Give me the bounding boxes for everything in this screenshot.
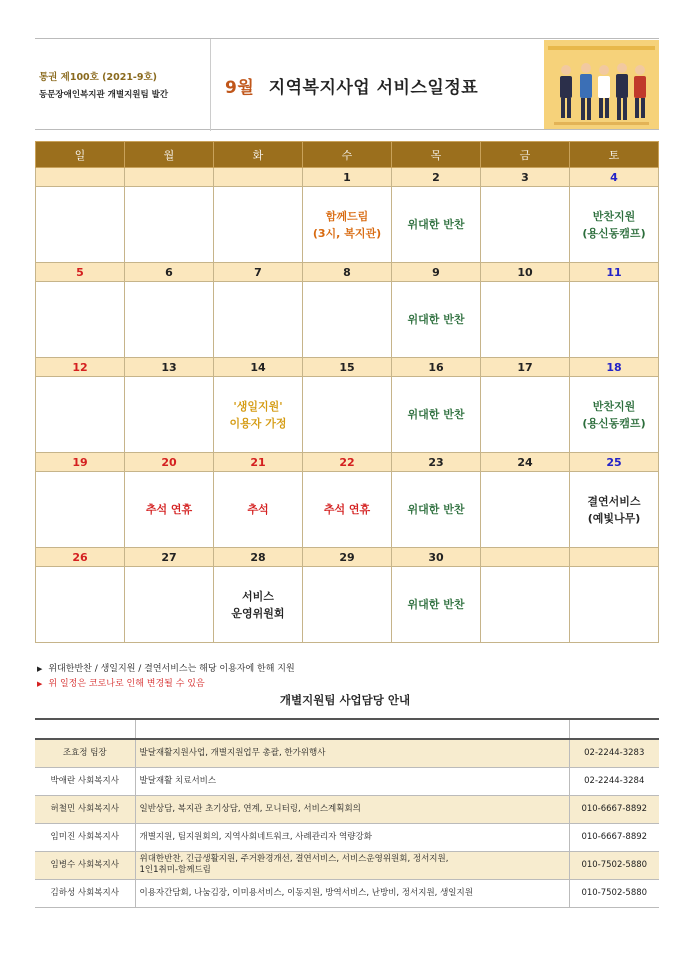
staff-duty: 일반상담, 복지관 초기상담, 연계, 모니터링, 서비스계획회의 xyxy=(135,795,569,823)
event-cell xyxy=(570,282,659,358)
event-cell: 반찬지원 (용신동캠프) xyxy=(570,187,659,263)
event-row xyxy=(36,472,659,548)
event-cell: 위대한 반찬 xyxy=(392,377,481,453)
weekday-fri: 금 xyxy=(481,142,570,168)
staff-row xyxy=(35,879,659,907)
event-cell xyxy=(481,282,570,358)
date-cell: 23 xyxy=(392,453,481,472)
date-cell: 11 xyxy=(570,263,659,282)
staff-table-header xyxy=(35,719,659,739)
staff-phone: 010-7502-5880 xyxy=(569,851,659,879)
event-cell xyxy=(303,567,392,643)
event-cell: 위대한 반찬 xyxy=(392,187,481,263)
staff-row xyxy=(35,851,659,879)
staff-name: 허철민 사회복지사 xyxy=(35,795,135,823)
date-cell: 20 xyxy=(125,453,214,472)
event-cell xyxy=(125,377,214,453)
page-title xyxy=(225,73,478,98)
staff-row xyxy=(35,767,659,795)
staff-name: 박애란 사회복지사 xyxy=(35,767,135,795)
date-cell: 4 xyxy=(570,168,659,187)
staff-phone: 010-7502-5880 xyxy=(569,879,659,907)
event-cell xyxy=(125,282,214,358)
staff-duty: 개별지원, 팀지원회의, 지역사회네트워크, 사례관리자 역량강화 xyxy=(135,823,569,851)
staff-phone: 02-2244-3284 xyxy=(569,767,659,795)
date-row xyxy=(36,453,659,472)
date-cell xyxy=(36,168,125,187)
date-cell: 18 xyxy=(570,358,659,377)
date-row xyxy=(36,548,659,567)
date-cell: 5 xyxy=(36,263,125,282)
weekday-sat: 토 xyxy=(570,142,659,168)
event-cell: 위대한 반찬 xyxy=(392,567,481,643)
event-cell: 서비스 운영위원회 xyxy=(214,567,303,643)
staff-table xyxy=(35,718,659,908)
event-cell: 추석 연휴 xyxy=(303,472,392,548)
event-cell xyxy=(303,282,392,358)
event-cell xyxy=(125,567,214,643)
date-cell xyxy=(125,168,214,187)
date-cell: 22 xyxy=(303,453,392,472)
staff-phone: 010-6667-8892 xyxy=(569,795,659,823)
note-2: ▶ 위 일정은 코로나로 인해 변경될 수 있음 xyxy=(37,679,205,689)
document-header xyxy=(35,38,659,130)
event-cell: 반찬지원 (용신동캠프) xyxy=(570,377,659,453)
staff-name: 임병수 사회복지사 xyxy=(35,851,135,879)
event-cell: '생일지원' 이용자 가정 xyxy=(214,377,303,453)
date-cell xyxy=(214,168,303,187)
date-cell: 2 xyxy=(392,168,481,187)
event-cell xyxy=(481,377,570,453)
staff-row xyxy=(35,823,659,851)
date-cell: 1 xyxy=(303,168,392,187)
event-cell xyxy=(36,377,125,453)
date-cell: 9 xyxy=(392,263,481,282)
event-row xyxy=(36,567,659,643)
staff-name: 김하성 사회복지사 xyxy=(35,879,135,907)
event-cell xyxy=(214,282,303,358)
staff-name: 조효정 팀장 xyxy=(35,739,135,767)
date-cell: 28 xyxy=(214,548,303,567)
date-cell: 27 xyxy=(125,548,214,567)
staff-duty: 위대한반찬, 긴급생활지원, 주거환경개선, 결연서비스, 서비스운영위원회, 정서지원, 1인1취미-함께드림 xyxy=(135,851,569,879)
event-cell: 위대한 반찬 xyxy=(392,282,481,358)
title-month: 9월 xyxy=(225,78,255,98)
date-cell xyxy=(570,548,659,567)
date-cell: 13 xyxy=(125,358,214,377)
notes xyxy=(37,662,295,692)
date-cell: 21 xyxy=(214,453,303,472)
publisher: 동문장애인복지관 개별지원팀 발간 xyxy=(39,90,169,100)
event-cell: 추석 연휴 xyxy=(125,472,214,548)
event-cell xyxy=(481,472,570,548)
date-cell: 16 xyxy=(392,358,481,377)
weekday-header-row xyxy=(36,142,659,168)
business-people-illustration-icon xyxy=(544,40,659,129)
date-cell: 12 xyxy=(36,358,125,377)
event-cell: 함께드림 (3시, 복지관) xyxy=(303,187,392,263)
weekday-wed: 수 xyxy=(303,142,392,168)
staff-name: 임미진 사회복지사 xyxy=(35,823,135,851)
date-cell: 19 xyxy=(36,453,125,472)
weekday-mon: 월 xyxy=(125,142,214,168)
event-cell: 결연서비스 (예빛나무) xyxy=(570,472,659,548)
note-1: ▶ 위대한반찬 / 생일지원 / 결연서비스는 해당 이용자에 한해 지원 xyxy=(37,664,295,674)
staff-row xyxy=(35,739,659,767)
date-cell: 24 xyxy=(481,453,570,472)
date-cell: 25 xyxy=(570,453,659,472)
staff-duty: 발달재활 치료서비스 xyxy=(135,767,569,795)
event-cell xyxy=(214,187,303,263)
date-cell xyxy=(481,548,570,567)
date-row xyxy=(36,168,659,187)
date-cell: 17 xyxy=(481,358,570,377)
title-text: 지역복지사업 서비스일정표 xyxy=(268,78,479,98)
event-cell xyxy=(303,377,392,453)
schedule-calendar xyxy=(35,141,659,643)
event-cell xyxy=(36,282,125,358)
event-cell xyxy=(481,187,570,263)
event-cell xyxy=(36,187,125,263)
triangle-bullet-icon: ▶ xyxy=(37,680,43,688)
weekday-tue: 화 xyxy=(214,142,303,168)
triangle-bullet-icon: ▶ xyxy=(37,665,43,673)
event-cell xyxy=(481,567,570,643)
weekday-sun: 일 xyxy=(36,142,125,168)
date-cell: 6 xyxy=(125,263,214,282)
event-cell: 추석 xyxy=(214,472,303,548)
event-cell xyxy=(125,187,214,263)
event-cell xyxy=(36,472,125,548)
date-cell: 7 xyxy=(214,263,303,282)
event-row xyxy=(36,282,659,358)
date-cell: 29 xyxy=(303,548,392,567)
staff-phone: 010-6667-8892 xyxy=(569,823,659,851)
date-cell: 26 xyxy=(36,548,125,567)
date-cell: 14 xyxy=(214,358,303,377)
date-cell: 30 xyxy=(392,548,481,567)
staff-row xyxy=(35,795,659,823)
staff-section-title: 개별지원팀 사업담당 안내 xyxy=(279,693,411,707)
event-cell: 위대한 반찬 xyxy=(392,472,481,548)
weekday-thu: 목 xyxy=(392,142,481,168)
event-cell xyxy=(36,567,125,643)
date-cell: 15 xyxy=(303,358,392,377)
issue-box xyxy=(35,39,211,131)
staff-duty: 발달재활지원사업, 개별지원업무 총괄, 한가위행사 xyxy=(135,739,569,767)
date-cell: 10 xyxy=(481,263,570,282)
date-row xyxy=(36,358,659,377)
date-cell: 3 xyxy=(481,168,570,187)
staff-duty: 이용자간담회, 나눔김장, 이미용서비스, 이동지원, 방역서비스, 난방비, 정서지원, 생일지원 xyxy=(135,879,569,907)
event-cell xyxy=(570,567,659,643)
event-row xyxy=(36,377,659,453)
issue-number: 통권 제100호 (2021-9호) xyxy=(39,72,158,83)
date-cell: 8 xyxy=(303,263,392,282)
event-row xyxy=(36,187,659,263)
staff-phone: 02-2244-3283 xyxy=(569,739,659,767)
date-row xyxy=(36,263,659,282)
